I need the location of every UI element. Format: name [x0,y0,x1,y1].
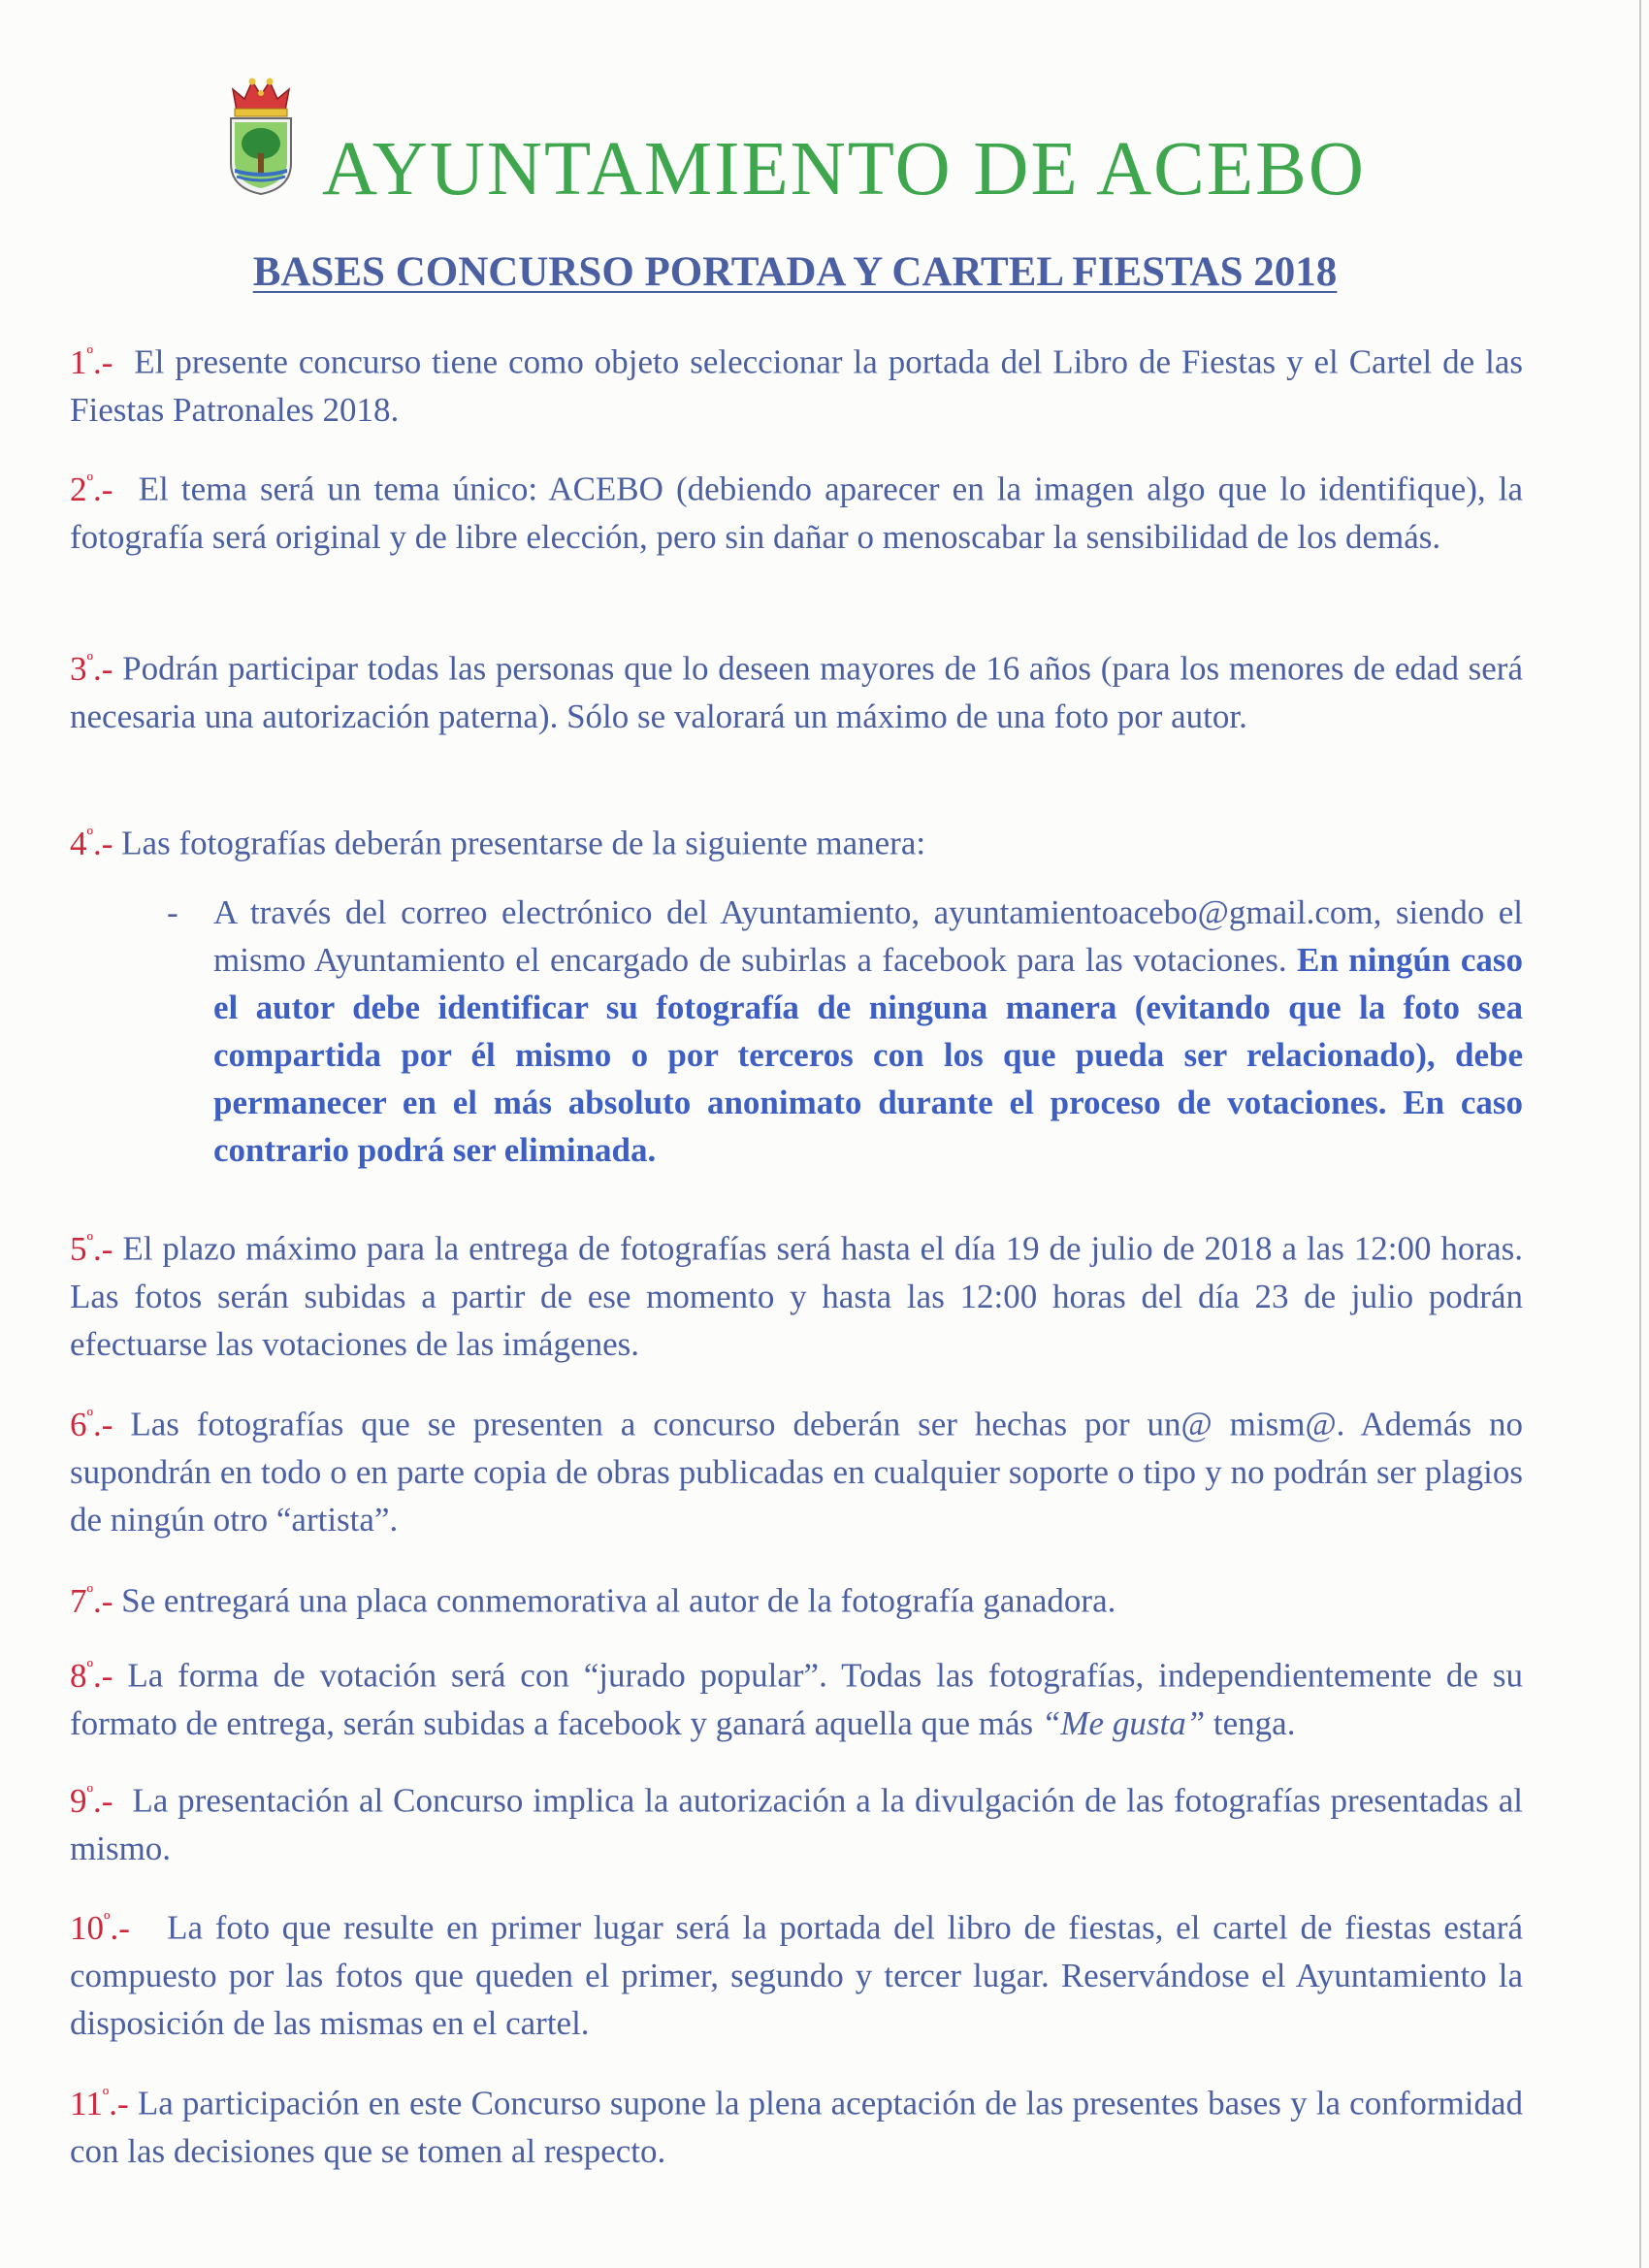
clause-9 [70,1769,1523,1872]
clause-text: La participación en este Concurso supone la plena aceptación de las presentes bases y la conformidad con las decisiones que se tomen al respecto. [70,2084,1524,2170]
document-title: BASES CONCURSO PORTADA Y CARTEL FIESTAS 2018 [252,249,1338,295]
clause-text: La foto que resulte en primer lugar será la portada del libro de fiestas, el cartel de fiestas estará compuesto por las fotos que queden el primer, segundo y tercer lugar. Reservándose el Ayuntamiento la disposición de las mismas en el cartel. [70,1908,1523,2042]
clause-text: El tema será un tema único: ACEBO (debiendo aparecer en la imagen algo que lo identifique), la fotografía será original y de libre elección, pero sin dañar o menoscabar la sensibilidad de los demás. [70,470,1524,556]
clause-10 [70,1896,1523,2047]
clause-text: La forma de votación será con “jurado popular”. Todas las fotografías, independientemente de su formato de entrega, serán subidas a facebook y ganará aquella que más [70,1656,1523,1742]
municipal-crest-icon [225,76,297,196]
clause-number: $2^º.-$ [70,470,113,508]
clause-number: $4^º.-$ [70,824,113,862]
clause-text: Las fotografías deberán presentarse de la siguiente manera: [121,824,926,862]
clause-number: $7^º.-$ [70,1581,113,1620]
clause-6 [70,1393,1523,1543]
clause-4-list-item [167,889,1523,1174]
clause-text: Podrán participar todas las personas que lo deseen mayores de 16 años (para los menores de edad será necesaria una autorización paterna). Sólo se valorará un máximo de una foto por autor. [70,649,1524,735]
clause-number: $6^º.-$ [70,1405,113,1443]
scan-edge-right [1639,0,1641,2268]
clause-text: El plazo máximo para la entrega de fotografías será hasta el día 19 de julio de 2018 a las 12:00 horas. Las fotos serán subidas a partir de ese momento y hasta las 12:00 horas del día 23 de julio podrán efectuarse las votaciones de las imágenes. [70,1229,1523,1363]
clause-number: $11^º.-$ [70,2084,129,2122]
clause-text: La presentación al Concurso implica la autorización a la divulgación de las fotografías presentadas al mismo. [70,1781,1523,1867]
letterhead [225,76,1389,211]
clause-number: $5^º.-$ [70,1229,113,1268]
clause-7 [70,1570,1523,1625]
clause-text: El presente concurso tiene como objeto seleccionar la portada del Libro de Fiestas y el Cartel de las Fiestas Patronales 2018. [70,342,1524,429]
clause-11 [70,2072,1523,2175]
organization-name: AYUNTAMIENTO DE ACEBO [322,127,1366,211]
clause-text: Las fotografías que se presenten a concurso deberán ser hechas por un@ mism@. Además no supondrán en todo o en parte copia de obras publicadas en cualquier soporte o tipo y no podrán ser plagios de ningún otro “artista”. [70,1405,1523,1539]
clause-number: $1^º.-$ [70,342,113,381]
list-item-text: A través del correo electrónico del Ayuntamiento, ayuntamientoacebo@gmail.com, siendo el mismo Ayuntamiento el encargado de subirlas a facebook para las votaciones. [213,893,1523,979]
clause-number: $8^º.-$ [70,1656,113,1695]
clause-text-italic: “Me gusta” [1041,1703,1206,1742]
list-item-warning: En ningún caso el autor debe identificar su fotografía de ninguna manera (evitando que la foto sea compartida por él mismo o por terceros con los que pueda ser relacionado), debe permanecer en el más absoluto anonimato durante el proceso de votaciones. En caso contrario podrá ser eliminada. [213,941,1523,1169]
clause-2 [70,458,1523,561]
clause-3 [70,637,1523,740]
clause-5 [70,1217,1523,1368]
clause-1 [70,331,1523,434]
list-dash: - [167,893,178,931]
clause-number: $3^º.-$ [70,649,113,688]
clause-number: $10^º.-$ [70,1908,130,1947]
clause-number: $9^º.-$ [70,1781,113,1820]
clause-text: Se entregará una placa conmemorativa al autor de la fotografía ganadora. [121,1581,1116,1620]
clause-8 [70,1644,1523,1747]
clause-4 [70,812,1523,867]
clause-text-end: tenga. [1205,1703,1296,1742]
